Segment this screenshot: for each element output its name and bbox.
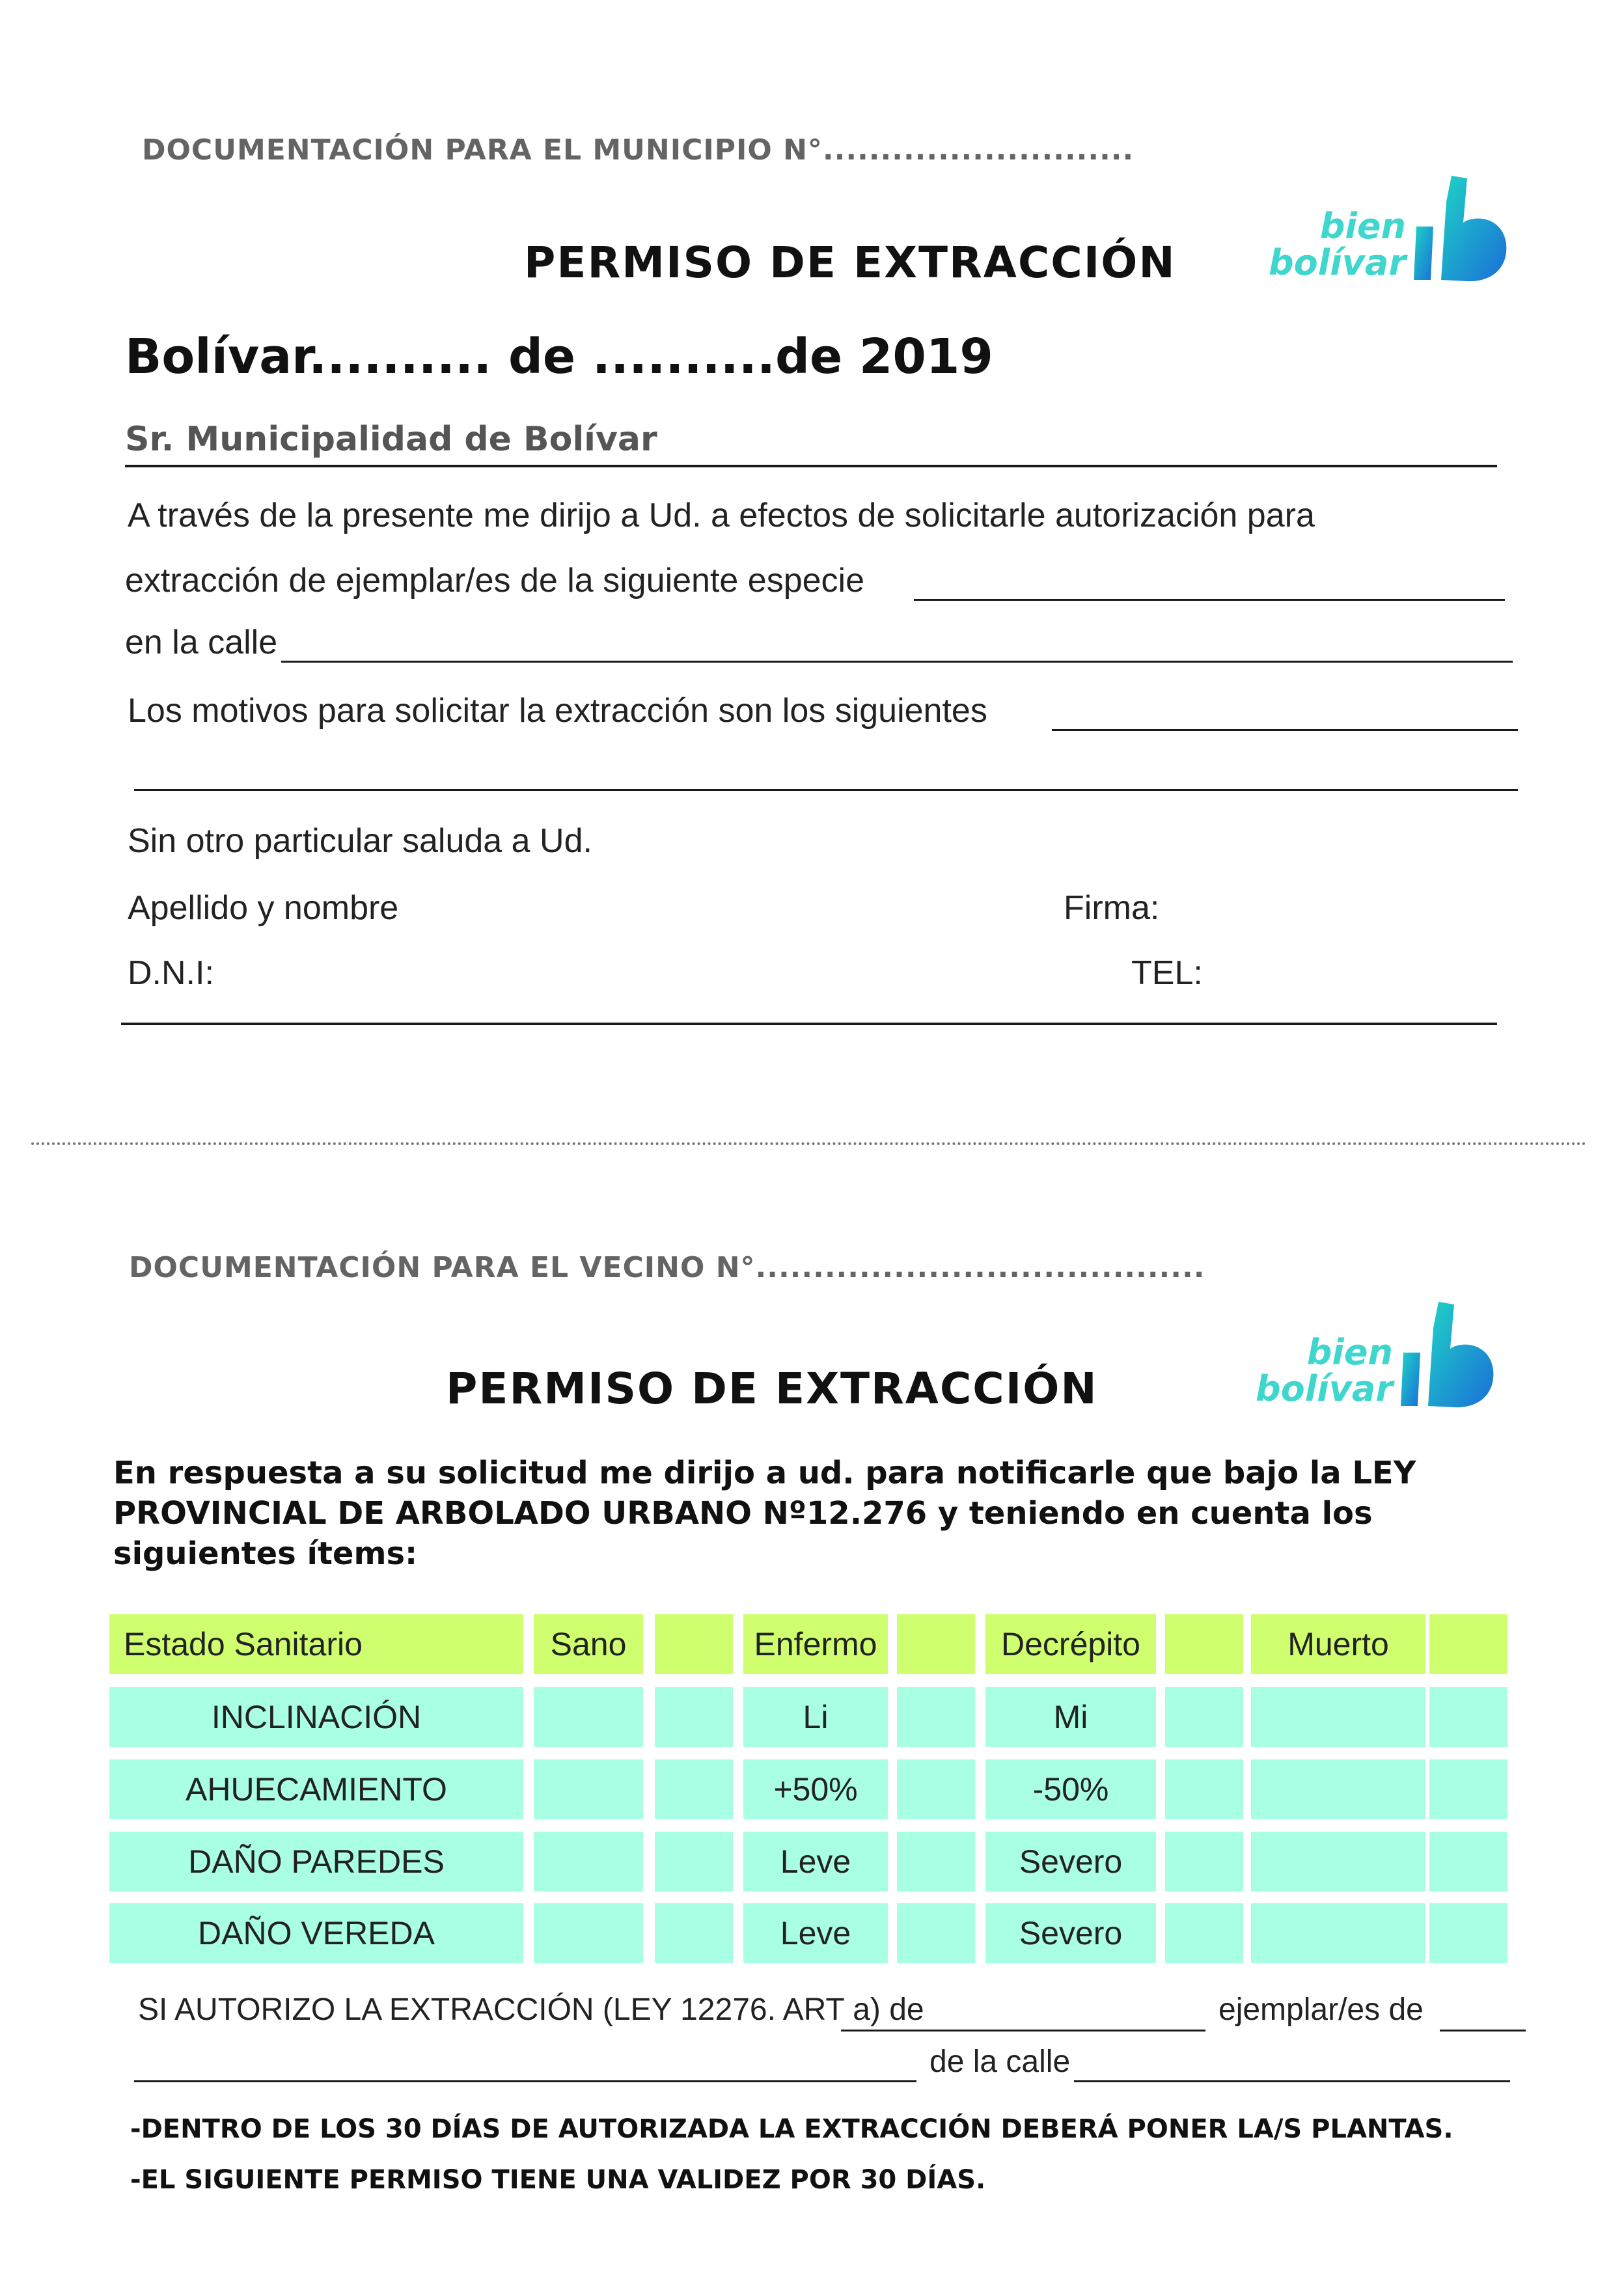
- table-cell: Li: [743, 1687, 888, 1747]
- table-header-cell[interactable]: [897, 1614, 975, 1674]
- table-row-label: AHUECAMIENTO: [109, 1759, 523, 1819]
- table-cell: Severo: [985, 1903, 1156, 1963]
- closing-text: Sin otro particular saluda a Ud.: [128, 822, 592, 860]
- table-cell[interactable]: [534, 1687, 643, 1747]
- table-header-cell: Decrépito: [985, 1614, 1156, 1674]
- table-cell[interactable]: [1251, 1687, 1425, 1747]
- table-header-cell: Enfermo: [743, 1614, 888, 1674]
- page-title-2: PERMISO DE EXTRACCIÓN: [446, 1364, 1098, 1414]
- response-paragraph: En respuesta a su solicitud me dirijo a ud. para notificarle que bajo la LEY PROVINCIAL DE ARBOLADO URBANO Nº12.276 y teniendo en cuenta los siguientes ítems:: [113, 1455, 1416, 1572]
- reasons-label: Los motivos para solicitar la extracción son los siguientes: [128, 692, 987, 730]
- table-header-cell: Sano: [534, 1614, 643, 1674]
- reasons-field-2[interactable]: [134, 789, 1518, 791]
- table-header-cell: Estado Sanitario: [109, 1614, 523, 1674]
- table-cell: Severo: [985, 1832, 1156, 1892]
- table-row-label: DAÑO VEREDA: [109, 1903, 523, 1963]
- authorize-text: SI AUTORIZO LA EXTRACCIÓN (LEY 12276. ART a) de: [138, 1992, 924, 2027]
- logo-text: [1250, 208, 1406, 281]
- bien-bolivar-logo-2: [1237, 1302, 1504, 1412]
- signature-rule: [121, 1023, 1497, 1025]
- reasons-field[interactable]: [1052, 729, 1518, 731]
- date-line: Bolívar.......... de ..........de 2019: [125, 329, 993, 385]
- table-cell: -50%: [985, 1759, 1156, 1819]
- species-field[interactable]: [914, 599, 1505, 601]
- table-cell[interactable]: [1165, 1903, 1243, 1963]
- vecino-header: DOCUMENTACIÓN PARA EL VECINO N°.......................................: [129, 1251, 1205, 1284]
- table-cell: Leve: [743, 1903, 888, 1963]
- logo-text-2: [1237, 1334, 1393, 1407]
- notice-validity: -EL SIGUIENTE PERMISO TIENE UNA VALIDEZ POR 30 DÍAS.: [130, 2165, 986, 2195]
- table-cell[interactable]: [1251, 1832, 1425, 1892]
- table-cell[interactable]: [1251, 1759, 1425, 1819]
- bien-bolivar-logo: [1250, 176, 1517, 286]
- table-cell[interactable]: [1165, 1759, 1243, 1819]
- table-cell[interactable]: [655, 1759, 733, 1819]
- municipio-header: DOCUMENTACIÓN PARA EL MUNICIPIO N°...........................: [142, 133, 1135, 167]
- species-field-2[interactable]: [1440, 2030, 1526, 2031]
- name-label: Apellido y nombre: [128, 889, 399, 927]
- table-cell: Mi: [985, 1687, 1156, 1747]
- table-row-label: INCLINACIÓN: [109, 1687, 523, 1747]
- species-field-3[interactable]: [134, 2080, 916, 2082]
- table-cell[interactable]: [655, 1832, 733, 1892]
- addressee: Sr. Municipalidad de Bolívar: [125, 420, 657, 459]
- signature-label: Firma:: [1064, 889, 1160, 927]
- notice-planting: -DENTRO DE LOS 30 DÍAS DE AUTORIZADA LA EXTRACCIÓN DEBERÁ PONER LA/S PLANTAS.: [130, 2114, 1453, 2144]
- logo-line2-2: bolívar: [1255, 1368, 1393, 1409]
- table-cell[interactable]: [897, 1903, 975, 1963]
- street-field[interactable]: [281, 661, 1513, 663]
- logo-line1-2: bien: [1306, 1332, 1393, 1373]
- addressee-rule: [125, 465, 1497, 467]
- page-title: PERMISO DE EXTRACCIÓN: [524, 238, 1176, 288]
- table-cell[interactable]: [534, 1832, 643, 1892]
- table-cell[interactable]: [534, 1759, 643, 1819]
- quantity-field[interactable]: [841, 2030, 1205, 2031]
- dni-label: D.N.I:: [128, 954, 214, 992]
- street-field-2[interactable]: [1074, 2080, 1510, 2082]
- specimens-label: ejemplar/es de: [1218, 1992, 1424, 2027]
- table-cell[interactable]: [897, 1759, 975, 1819]
- table-header-cell: Muerto: [1251, 1614, 1425, 1674]
- table-header-cell[interactable]: [1429, 1614, 1507, 1674]
- logo-line2: bolívar: [1268, 242, 1406, 283]
- table-cell[interactable]: [1165, 1832, 1243, 1892]
- table-cell[interactable]: [655, 1687, 733, 1747]
- table-cell[interactable]: [897, 1832, 975, 1892]
- table-cell[interactable]: [1165, 1687, 1243, 1747]
- cut-line: [31, 1142, 1587, 1145]
- table-row-label: DAÑO PAREDES: [109, 1832, 523, 1892]
- table-cell[interactable]: [534, 1903, 643, 1963]
- table-cell[interactable]: [897, 1687, 975, 1747]
- table-header-cell[interactable]: [655, 1614, 733, 1674]
- request-line-1: A través de la presente me dirijo a Ud. a efectos de solicitarle autorización para: [128, 497, 1315, 534]
- table-cell[interactable]: [1251, 1903, 1425, 1963]
- table-cell[interactable]: [1429, 1832, 1507, 1892]
- species-label: extracción de ejemplar/es de la siguiente especie: [125, 562, 865, 599]
- thumbs-up-icon: [1411, 176, 1509, 283]
- table-header-cell[interactable]: [1165, 1614, 1243, 1674]
- table-cell[interactable]: [1429, 1903, 1507, 1963]
- table-cell[interactable]: [1429, 1687, 1507, 1747]
- table-cell[interactable]: [1429, 1759, 1507, 1819]
- thumbs-up-icon-2: [1398, 1302, 1496, 1409]
- table-cell: Leve: [743, 1832, 888, 1892]
- tel-label: TEL:: [1131, 954, 1203, 992]
- street-label-2: de la calle: [929, 2045, 1071, 2079]
- logo-line1: bien: [1319, 206, 1406, 247]
- street-label: en la calle: [125, 624, 278, 661]
- table-cell: +50%: [743, 1759, 888, 1819]
- table-cell[interactable]: [655, 1903, 733, 1963]
